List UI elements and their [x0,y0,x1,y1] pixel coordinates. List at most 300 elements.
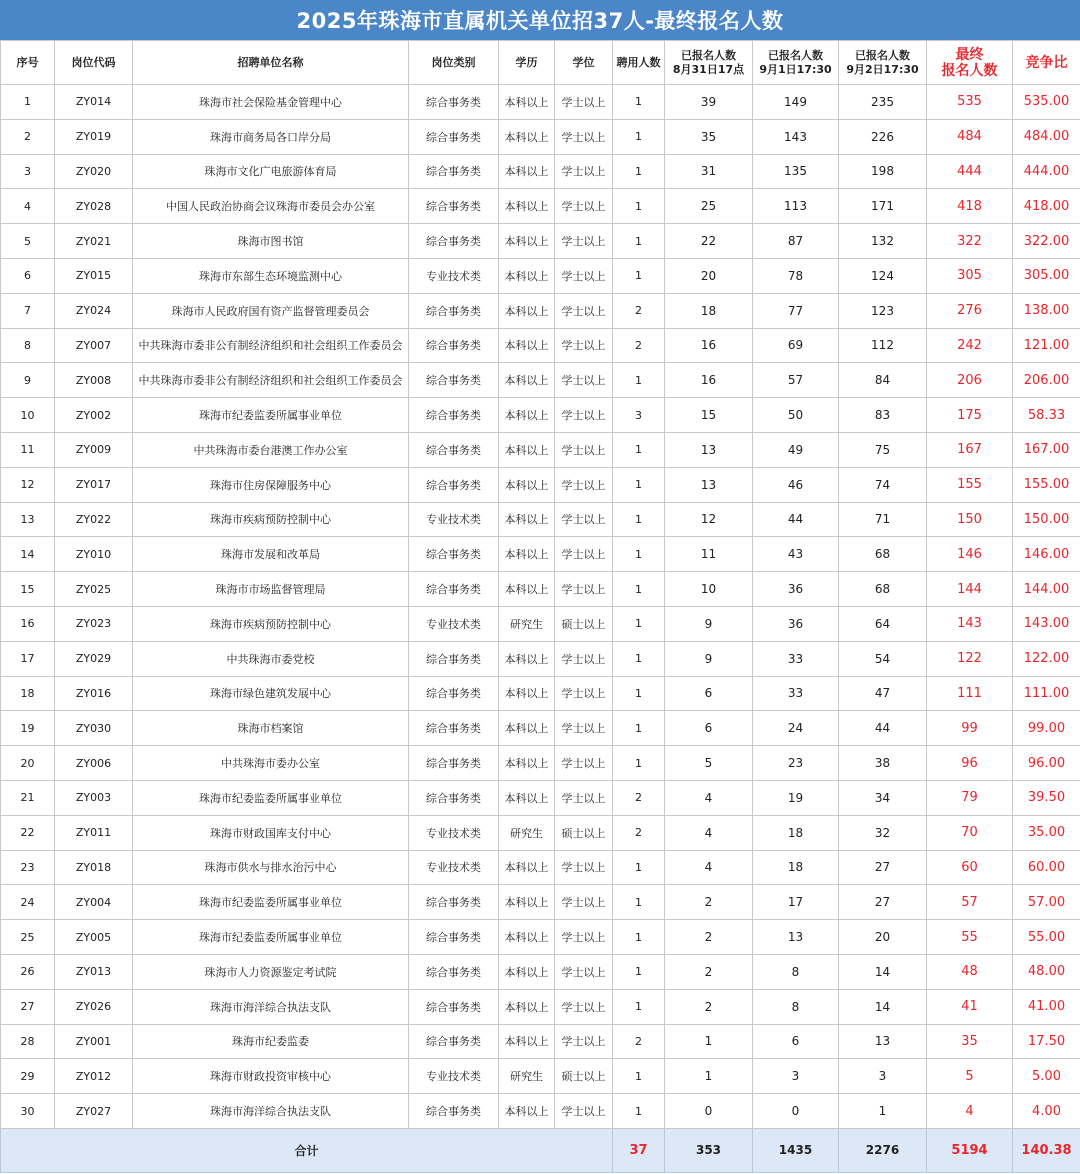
cell-day3: 34 [839,780,927,815]
cell-hire: 1 [613,1094,665,1129]
table-row [1,119,1080,154]
cell-edu: 本科以上 [499,502,555,537]
cell-day3: 14 [839,954,927,989]
cell-seq: 24 [1,885,55,920]
cell-edu: 研究生 [499,1059,555,1094]
cell-day1: 2 [665,954,753,989]
cell-code: ZY020 [55,154,133,189]
cell-day1: 5 [665,746,753,781]
table-row [1,467,1080,502]
cell-type: 综合事务类 [409,711,499,746]
header-final [927,41,1013,85]
header-edu: 学历 [499,41,555,85]
cell-seq: 18 [1,676,55,711]
cell-unit: 珠海市财政投资审核中心 [133,1059,409,1094]
cell-final: 79 [927,780,1013,815]
header-day2-line2: 9月1日17:30 [759,62,832,76]
cell-day2: 77 [753,293,839,328]
header-day3 [839,41,927,85]
cell-seq: 4 [1,189,55,224]
cell-seq: 8 [1,328,55,363]
cell-code: ZY021 [55,224,133,259]
cell-unit: 珠海市供水与排水治污中心 [133,850,409,885]
cell-day2: 43 [753,537,839,572]
cell-seq: 19 [1,711,55,746]
header-day3-line2: 9月2日17:30 [846,62,919,76]
cell-ratio: 55.00 [1013,920,1080,955]
cell-unit: 中共珠海市委非公有制经济组织和社会组织工作委员会 [133,363,409,398]
cell-degree: 学士以上 [555,920,613,955]
cell-edu: 本科以上 [499,780,555,815]
table-row [1,641,1080,676]
cell-hire: 1 [613,189,665,224]
table-row [1,780,1080,815]
cell-unit: 珠海市社会保险基金管理中心 [133,85,409,120]
cell-type: 综合事务类 [409,1024,499,1059]
cell-day2: 78 [753,258,839,293]
cell-type: 综合事务类 [409,293,499,328]
table-row [1,328,1080,363]
cell-hire: 1 [613,502,665,537]
cell-degree: 学士以上 [555,189,613,224]
cell-seq: 26 [1,954,55,989]
cell-degree: 学士以上 [555,1094,613,1129]
cell-ratio: 155.00 [1013,467,1080,502]
cell-seq: 17 [1,641,55,676]
table-row [1,572,1080,607]
cell-unit: 珠海市人民政府国有资产监督管理委员会 [133,293,409,328]
cell-type: 综合事务类 [409,85,499,120]
cell-edu: 本科以上 [499,467,555,502]
cell-degree: 学士以上 [555,328,613,363]
cell-hire: 1 [613,154,665,189]
cell-final: 167 [927,432,1013,467]
total-day2: 1435 [753,1128,839,1172]
table-row [1,954,1080,989]
cell-hire: 1 [613,641,665,676]
cell-final: 96 [927,746,1013,781]
cell-final: 144 [927,572,1013,607]
cell-hire: 1 [613,885,665,920]
cell-code: ZY005 [55,920,133,955]
table-row [1,676,1080,711]
cell-type: 综合事务类 [409,154,499,189]
cell-type: 综合事务类 [409,920,499,955]
cell-code: ZY017 [55,467,133,502]
cell-day3: 226 [839,119,927,154]
cell-degree: 硕士以上 [555,606,613,641]
cell-seq: 22 [1,815,55,850]
cell-day1: 2 [665,885,753,920]
cell-day1: 4 [665,815,753,850]
cell-seq: 29 [1,1059,55,1094]
cell-ratio: 138.00 [1013,293,1080,328]
total-ratio: 140.38 [1013,1128,1080,1172]
table-row [1,189,1080,224]
cell-day1: 22 [665,224,753,259]
cell-day1: 9 [665,641,753,676]
header-final-line1: 最终 [955,46,984,63]
cell-day3: 14 [839,989,927,1024]
cell-final: 242 [927,328,1013,363]
cell-day1: 25 [665,189,753,224]
cell-day3: 198 [839,154,927,189]
cell-day3: 64 [839,606,927,641]
cell-unit: 中共珠海市委台港澳工作办公室 [133,432,409,467]
cell-seq: 13 [1,502,55,537]
cell-hire: 1 [613,676,665,711]
cell-type: 综合事务类 [409,1094,499,1129]
cell-day1: 6 [665,676,753,711]
header-ratio: 竞争比 [1013,41,1080,85]
cell-ratio: 167.00 [1013,432,1080,467]
cell-day1: 1 [665,1024,753,1059]
cell-type: 专业技术类 [409,1059,499,1094]
cell-unit: 珠海市商务局各口岸分局 [133,119,409,154]
cell-unit: 珠海市纪委监委所属事业单位 [133,780,409,815]
cell-code: ZY002 [55,398,133,433]
table-row [1,537,1080,572]
cell-hire: 1 [613,746,665,781]
cell-seq: 28 [1,1024,55,1059]
cell-day1: 12 [665,502,753,537]
cell-final: 535 [927,85,1013,120]
cell-day2: 36 [753,606,839,641]
cell-seq: 20 [1,746,55,781]
cell-seq: 27 [1,989,55,1024]
cell-ratio: 322.00 [1013,224,1080,259]
cell-hire: 1 [613,850,665,885]
cell-day3: 68 [839,537,927,572]
cell-code: ZY010 [55,537,133,572]
cell-edu: 本科以上 [499,885,555,920]
cell-final: 150 [927,502,1013,537]
cell-final: 155 [927,467,1013,502]
cell-ratio: 144.00 [1013,572,1080,607]
cell-ratio: 150.00 [1013,502,1080,537]
cell-hire: 1 [613,363,665,398]
cell-ratio: 35.00 [1013,815,1080,850]
cell-degree: 学士以上 [555,850,613,885]
cell-day1: 0 [665,1094,753,1129]
cell-hire: 1 [613,537,665,572]
cell-day2: 24 [753,711,839,746]
cell-type: 综合事务类 [409,746,499,781]
cell-type: 综合事务类 [409,780,499,815]
cell-day1: 15 [665,398,753,433]
cell-ratio: 146.00 [1013,537,1080,572]
cell-degree: 学士以上 [555,258,613,293]
cell-seq: 14 [1,537,55,572]
header-type: 岗位类别 [409,41,499,85]
cell-day3: 132 [839,224,927,259]
cell-code: ZY013 [55,954,133,989]
cell-ratio: 305.00 [1013,258,1080,293]
cell-seq: 1 [1,85,55,120]
table-row [1,989,1080,1024]
cell-seq: 7 [1,293,55,328]
cell-edu: 本科以上 [499,154,555,189]
cell-seq: 11 [1,432,55,467]
cell-degree: 学士以上 [555,432,613,467]
cell-edu: 本科以上 [499,224,555,259]
cell-unit: 珠海市疾病预防控制中心 [133,606,409,641]
cell-unit: 珠海市海洋综合执法支队 [133,989,409,1024]
cell-degree: 学士以上 [555,224,613,259]
cell-edu: 研究生 [499,606,555,641]
table-row [1,363,1080,398]
cell-code: ZY019 [55,119,133,154]
table-row [1,1024,1080,1059]
cell-code: ZY022 [55,502,133,537]
cell-type: 专业技术类 [409,850,499,885]
cell-unit: 珠海市纪委监委所属事业单位 [133,920,409,955]
cell-day2: 36 [753,572,839,607]
cell-hire: 1 [613,954,665,989]
table-row [1,398,1080,433]
cell-day2: 23 [753,746,839,781]
table-row [1,1094,1080,1129]
cell-code: ZY030 [55,711,133,746]
cell-ratio: 17.50 [1013,1024,1080,1059]
cell-seq: 2 [1,119,55,154]
cell-edu: 本科以上 [499,676,555,711]
cell-unit: 珠海市住房保障服务中心 [133,467,409,502]
cell-degree: 学士以上 [555,154,613,189]
cell-type: 专业技术类 [409,502,499,537]
cell-day3: 54 [839,641,927,676]
cell-day3: 74 [839,467,927,502]
cell-edu: 本科以上 [499,189,555,224]
cell-day2: 57 [753,363,839,398]
cell-day2: 18 [753,815,839,850]
cell-degree: 学士以上 [555,85,613,120]
cell-edu: 本科以上 [499,398,555,433]
cell-day3: 84 [839,363,927,398]
cell-degree: 硕士以上 [555,1059,613,1094]
cell-day3: 83 [839,398,927,433]
cell-type: 综合事务类 [409,641,499,676]
cell-day2: 143 [753,119,839,154]
cell-unit: 珠海市海洋综合执法支队 [133,1094,409,1129]
cell-final: 48 [927,954,1013,989]
cell-unit: 珠海市图书馆 [133,224,409,259]
cell-day3: 47 [839,676,927,711]
cell-unit: 珠海市市场监督管理局 [133,572,409,607]
cell-degree: 硕士以上 [555,815,613,850]
cell-day1: 1 [665,1059,753,1094]
header-day1 [665,41,753,85]
header-hire: 聘用人数 [613,41,665,85]
cell-day1: 4 [665,850,753,885]
cell-degree: 学士以上 [555,572,613,607]
table-row [1,815,1080,850]
cell-degree: 学士以上 [555,711,613,746]
cell-final: 146 [927,537,1013,572]
cell-type: 专业技术类 [409,606,499,641]
cell-final: 70 [927,815,1013,850]
cell-edu: 研究生 [499,815,555,850]
cell-day3: 3 [839,1059,927,1094]
table-row [1,711,1080,746]
cell-day2: 33 [753,641,839,676]
cell-unit: 珠海市档案馆 [133,711,409,746]
cell-day3: 27 [839,850,927,885]
cell-final: 276 [927,293,1013,328]
cell-hire: 1 [613,989,665,1024]
cell-edu: 本科以上 [499,641,555,676]
cell-type: 综合事务类 [409,432,499,467]
cell-code: ZY018 [55,850,133,885]
cell-day3: 68 [839,572,927,607]
cell-seq: 5 [1,224,55,259]
cell-day2: 17 [753,885,839,920]
cell-code: ZY016 [55,676,133,711]
cell-final: 60 [927,850,1013,885]
cell-day3: 112 [839,328,927,363]
cell-final: 175 [927,398,1013,433]
cell-edu: 本科以上 [499,432,555,467]
cell-hire: 2 [613,328,665,363]
header-day1-line2: 8月31日17点 [672,62,745,76]
table-row [1,606,1080,641]
cell-day3: 32 [839,815,927,850]
cell-day2: 3 [753,1059,839,1094]
table-row [1,85,1080,120]
cell-type: 综合事务类 [409,363,499,398]
table-row [1,154,1080,189]
cell-unit: 珠海市东部生态环境监测中心 [133,258,409,293]
cell-edu: 本科以上 [499,1094,555,1129]
cell-ratio: 535.00 [1013,85,1080,120]
cell-hire: 1 [613,432,665,467]
cell-ratio: 58.33 [1013,398,1080,433]
header-code: 岗位代码 [55,41,133,85]
cell-day1: 39 [665,85,753,120]
cell-ratio: 48.00 [1013,954,1080,989]
header-day3-line1: 已报名人数 [855,48,910,62]
cell-unit: 珠海市纪委监委所属事业单位 [133,885,409,920]
cell-ratio: 444.00 [1013,154,1080,189]
cell-code: ZY024 [55,293,133,328]
cell-unit: 珠海市绿色建筑发展中心 [133,676,409,711]
header-day2-line1: 已报名人数 [768,48,823,62]
cell-code: ZY008 [55,363,133,398]
cell-day3: 44 [839,711,927,746]
cell-day3: 1 [839,1094,927,1129]
cell-unit: 中共珠海市委办公室 [133,746,409,781]
cell-code: ZY009 [55,432,133,467]
cell-day2: 113 [753,189,839,224]
cell-degree: 学士以上 [555,989,613,1024]
cell-day2: 0 [753,1094,839,1129]
cell-ratio: 111.00 [1013,676,1080,711]
cell-day1: 16 [665,363,753,398]
cell-unit: 中共珠海市委非公有制经济组织和社会组织工作委员会 [133,328,409,363]
table-row [1,1059,1080,1094]
cell-day3: 27 [839,885,927,920]
cell-day1: 13 [665,467,753,502]
cell-day1: 31 [665,154,753,189]
cell-hire: 2 [613,1024,665,1059]
registration-table [0,40,1080,1173]
cell-final: 122 [927,641,1013,676]
cell-ratio: 57.00 [1013,885,1080,920]
cell-unit: 珠海市人力资源鉴定考试院 [133,954,409,989]
cell-ratio: 41.00 [1013,989,1080,1024]
cell-ratio: 143.00 [1013,606,1080,641]
cell-day3: 123 [839,293,927,328]
cell-code: ZY001 [55,1024,133,1059]
cell-degree: 学士以上 [555,363,613,398]
cell-ratio: 122.00 [1013,641,1080,676]
cell-ratio: 484.00 [1013,119,1080,154]
cell-type: 专业技术类 [409,815,499,850]
cell-seq: 12 [1,467,55,502]
cell-ratio: 99.00 [1013,711,1080,746]
table-body [1,85,1080,1129]
cell-code: ZY006 [55,746,133,781]
cell-unit: 珠海市纪委监委 [133,1024,409,1059]
cell-day2: 8 [753,954,839,989]
table-row [1,432,1080,467]
cell-day1: 18 [665,293,753,328]
cell-final: 143 [927,606,1013,641]
cell-final: 322 [927,224,1013,259]
cell-unit: 中国人民政治协商会议珠海市委员会办公室 [133,189,409,224]
cell-final: 418 [927,189,1013,224]
cell-unit: 珠海市财政国库支付中心 [133,815,409,850]
cell-degree: 学士以上 [555,885,613,920]
cell-hire: 2 [613,780,665,815]
cell-hire: 1 [613,119,665,154]
cell-unit: 珠海市纪委监委所属事业单位 [133,398,409,433]
cell-code: ZY011 [55,815,133,850]
total-row [1,1128,1080,1172]
cell-seq: 25 [1,920,55,955]
cell-type: 综合事务类 [409,989,499,1024]
cell-edu: 本科以上 [499,537,555,572]
cell-day3: 75 [839,432,927,467]
cell-degree: 学士以上 [555,467,613,502]
cell-type: 综合事务类 [409,328,499,363]
cell-code: ZY007 [55,328,133,363]
cell-code: ZY029 [55,641,133,676]
cell-day3: 38 [839,746,927,781]
cell-day2: 19 [753,780,839,815]
cell-code: ZY025 [55,572,133,607]
cell-degree: 学士以上 [555,954,613,989]
table-row [1,746,1080,781]
cell-degree: 学士以上 [555,676,613,711]
cell-hire: 1 [613,258,665,293]
cell-degree: 学士以上 [555,502,613,537]
cell-type: 综合事务类 [409,398,499,433]
cell-degree: 学士以上 [555,641,613,676]
header-seq: 序号 [1,41,55,85]
cell-edu: 本科以上 [499,572,555,607]
cell-day2: 69 [753,328,839,363]
cell-day3: 71 [839,502,927,537]
cell-final: 35 [927,1024,1013,1059]
page-title: 2025年珠海市直属机关单位招37人-最终报名人数 [0,0,1080,40]
total-label: 合计 [1,1128,613,1172]
cell-edu: 本科以上 [499,258,555,293]
cell-day1: 2 [665,989,753,1024]
cell-edu: 本科以上 [499,1024,555,1059]
cell-final: 41 [927,989,1013,1024]
cell-ratio: 4.00 [1013,1094,1080,1129]
